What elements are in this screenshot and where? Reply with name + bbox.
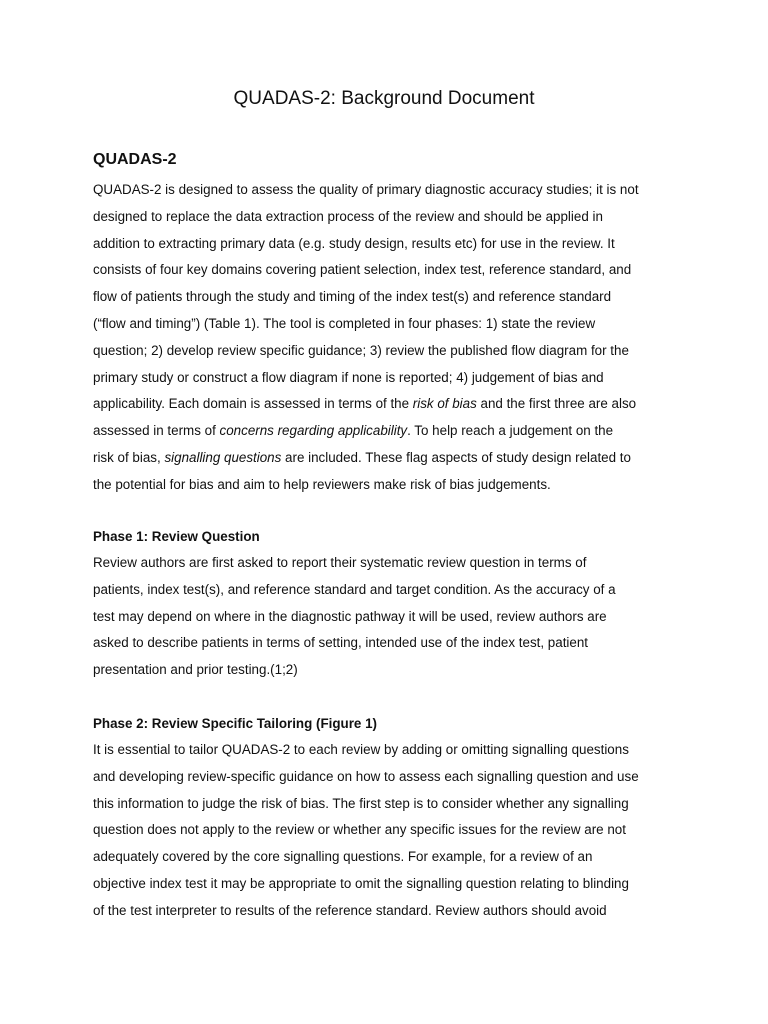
section-heading: QUADAS-2 <box>93 151 177 168</box>
line-text: are included. These flag aspects of study design related to <box>281 449 631 465</box>
phase2-paragraph <box>93 737 683 925</box>
paragraph-line: flow of patients through the study and timing of the index test(s) and reference standard <box>93 289 612 305</box>
paragraph-line <box>93 391 683 418</box>
document-title: QUADAS-2: Background Document <box>233 88 535 109</box>
paragraph-line: question does not apply to the review or whether any specific issues for the review are not <box>93 822 626 838</box>
paragraph-line: designed to replace the data extraction process of the review and should be applied in <box>93 208 603 224</box>
line-text: applicability. Each domain is assessed in terms of the <box>93 396 413 412</box>
paragraph-line: adequately covered by the core signalling questions. For example, for a review of an <box>93 849 593 865</box>
line-text: . To help reach a judgement on the <box>407 423 614 439</box>
intro-paragraph <box>93 177 683 499</box>
paragraph-line: addition to extracting primary data (e.g. study design, results etc) for use in the review. It <box>93 235 615 251</box>
line-text: assessed in terms of <box>93 423 220 439</box>
paragraph-line: primary study or construct a flow diagram if none is reported; 4) judgement of bias and <box>93 369 604 385</box>
emphasis-risk-of-bias: risk of bias <box>412 396 477 412</box>
paragraph-line <box>93 418 683 445</box>
phase2-heading: Phase 2: Review Specific Tailoring (Figure 1) <box>93 716 378 731</box>
paragraph-line: presentation and prior testing.(1;2) <box>93 662 298 678</box>
paragraph-line: the potential for bias and aim to help reviewers make risk of bias judgements. <box>93 476 551 492</box>
line-text: risk of bias, <box>93 449 165 465</box>
paragraph-line: QUADAS-2 is designed to assess the quality of primary diagnostic accuracy studies; it is not <box>93 182 639 197</box>
phase1-paragraph <box>93 550 683 684</box>
paragraph-line: question; 2) develop review specific guidance; 3) review the published flow diagram for the <box>93 342 629 358</box>
paragraph-line: Review authors are first asked to report their systematic review question in terms of <box>93 555 587 570</box>
paragraph-line <box>93 445 683 472</box>
paragraph-line: patients, index test(s), and reference standard and target condition. As the accuracy of a <box>93 581 616 597</box>
paragraph-line: It is essential to tailor QUADAS-2 to each review by adding or omitting signalling questions <box>93 742 629 757</box>
paragraph-line: consists of four key domains covering patient selection, index test, reference standard, and <box>93 262 632 278</box>
paragraph-line: test may depend on where in the diagnostic pathway it will be used, review authors are <box>93 608 607 624</box>
emphasis-concerns-applicability: concerns regarding applicability <box>219 423 408 439</box>
paragraph-line: and developing review-specific guidance on how to assess each signalling question and use <box>93 768 639 784</box>
paragraph-line: objective index test it may be appropriate to omit the signalling question relating to blinding <box>93 875 629 891</box>
paragraph-line: asked to describe patients in terms of setting, intended use of the index test, patient <box>93 635 589 651</box>
paragraph-line: of the test interpreter to results of the reference standard. Review authors should avoid <box>93 902 607 918</box>
paragraph-line: (“flow and timing”) (Table 1). The tool is completed in four phases: 1) state the review <box>93 315 596 331</box>
line-text: and the first three are also <box>476 396 637 412</box>
emphasis-signalling-questions: signalling questions <box>164 449 282 465</box>
paragraph-line: this information to judge the risk of bias. The first step is to consider whether any signalling <box>93 795 629 811</box>
phase1-heading: Phase 1: Review Question <box>93 529 260 544</box>
